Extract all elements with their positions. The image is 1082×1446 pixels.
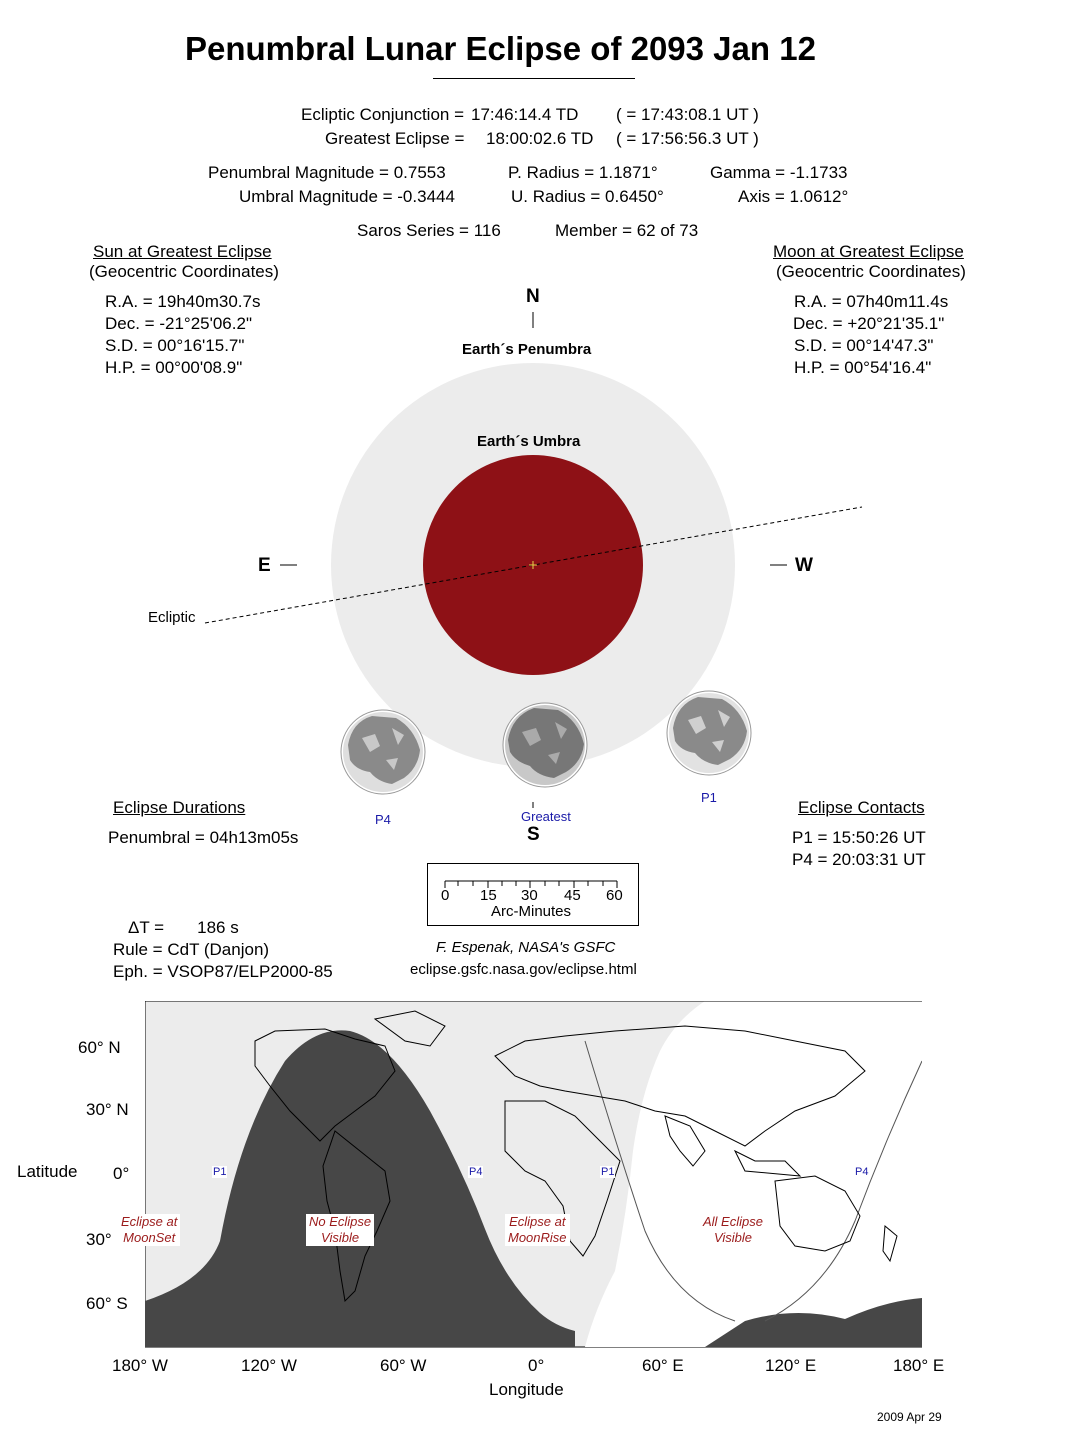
delta-t: ΔT = 186 s (128, 918, 239, 937)
lat-title: Latitude (17, 1162, 78, 1181)
date-stamp: 2009 Apr 29 (877, 1410, 942, 1424)
sun-dec: Dec. = -21°25'06.2" (105, 314, 252, 333)
moon-dec: Dec. = +20°21'35.1" (793, 314, 945, 333)
lat-tick-30s: 30° (86, 1230, 112, 1249)
lon-tick-0: 0° (528, 1356, 545, 1375)
umbra-label: Earth´s Umbra (477, 433, 581, 450)
greatest-td: 18:00:02.6 TD (486, 129, 594, 148)
conj-ut: ( = 17:43:08.1 UT ) (616, 105, 759, 124)
lat-tick-30n: 30° N (86, 1100, 129, 1119)
south-label: S (527, 824, 540, 845)
moon-p4-label: P4 (375, 812, 391, 827)
contact-p4: P4 = 20:03:31 UT (792, 850, 926, 869)
moon-p1-icon (667, 691, 751, 775)
scale-tick-30: 30 (521, 887, 538, 904)
lon-title: Longitude (489, 1380, 564, 1399)
penumbral-magnitude: Penumbral Magnitude = 0.7553 (208, 163, 446, 182)
lon-tick-60w: 60° W (380, 1356, 427, 1375)
axis: Axis = 1.0612° (738, 187, 849, 206)
scale-label: Arc-Minutes (491, 903, 572, 920)
umbral-magnitude: Umbral Magnitude = -0.3444 (239, 187, 455, 206)
moon-sd: S.D. = 00°14'47.3" (794, 336, 934, 355)
moon-greatest-label: Greatest (521, 809, 571, 824)
moon-p1-label: P1 (701, 790, 717, 805)
region-no-eclipse: No Eclipse Visible (306, 1214, 374, 1246)
scale-tick-45: 45 (564, 887, 581, 904)
durations-heading: Eclipse Durations (113, 798, 246, 817)
page-title: Penumbral Lunar Eclipse of 2093 Jan 12 (185, 30, 816, 67)
saros-member: Member = 62 of 73 (555, 221, 699, 240)
region-all-visible: All Eclipse Visible (703, 1214, 763, 1245)
eclipse-diagram (0, 280, 1082, 840)
conj-td: 17:46:14.4 TD (471, 105, 579, 124)
scale-tick-60: 60 (606, 887, 623, 904)
lon-tick-120w: 120° W (241, 1356, 297, 1375)
moon-greatest-icon (503, 703, 587, 787)
moon-heading: Moon at Greatest Eclipse (773, 242, 964, 261)
lon-tick-180e: 180° E (893, 1356, 945, 1375)
scale-tick-15: 15 (480, 887, 497, 904)
world-map (145, 1001, 922, 1348)
contact-p1: P1 = 15:50:26 UT (792, 828, 926, 847)
region-moonrise: Eclipse at MoonRise (505, 1214, 570, 1246)
sun-subheading: (Geocentric Coordinates) (89, 262, 279, 281)
sun-heading: Sun at Greatest Eclipse (93, 242, 272, 261)
lon-tick-120e: 120° E (765, 1356, 817, 1375)
greatest-ut: ( = 17:56:56.3 UT ) (616, 129, 759, 148)
north-label: N (526, 286, 540, 307)
rule: Rule = CdT (Danjon) (113, 940, 270, 959)
sun-hp: H.P. = 00°00'08.9" (105, 358, 243, 377)
p4-east-marker: P4 (855, 1166, 869, 1178)
conj-label: Ecliptic Conjunction = (301, 105, 465, 124)
gamma: Gamma = -1.1733 (710, 163, 848, 182)
credit-author: F. Espenak, NASA's GSFC (436, 939, 616, 956)
moon-hp: H.P. = 00°54'16.4" (794, 358, 932, 377)
p-radius: P. Radius = 1.1871° (508, 163, 658, 182)
saros-series: Saros Series = 116 (357, 221, 501, 240)
title-underline (433, 78, 635, 79)
p1-west-marker: P1 (213, 1166, 227, 1178)
lat-tick-0: 0° (113, 1164, 130, 1183)
ephemeris: Eph. = VSOP87/ELP2000-85 (113, 962, 333, 981)
p4-west-marker: P4 (469, 1166, 483, 1178)
scale-box (427, 863, 639, 926)
penumbral-duration: Penumbral = 04h13m05s (108, 828, 299, 847)
moon-ra: R.A. = 07h40m11.4s (794, 292, 949, 311)
moon-p4-icon (341, 710, 425, 794)
east-label: E (258, 555, 271, 576)
sun-sd: S.D. = 00°16'15.7" (105, 336, 245, 355)
moon-subheading: (Geocentric Coordinates) (776, 262, 966, 281)
greatest-label: Greatest Eclipse = (325, 129, 465, 148)
ecliptic-label: Ecliptic (148, 609, 196, 626)
west-label: W (795, 555, 813, 576)
p1-east-marker: P1 (601, 1166, 615, 1178)
region-moonset: Eclipse at MoonSet (118, 1214, 180, 1246)
lat-tick-60s: 60° S (86, 1294, 128, 1313)
u-radius: U. Radius = 0.6450° (511, 187, 664, 206)
sun-ra: R.A. = 19h40m30.7s (105, 292, 261, 311)
credit-url: eclipse.gsfc.nasa.gov/eclipse.html (410, 961, 637, 978)
lon-tick-180w: 180° W (112, 1356, 168, 1375)
contacts-heading: Eclipse Contacts (798, 798, 925, 817)
scale-tick-0: 0 (441, 887, 450, 904)
lat-tick-60n: 60° N (78, 1038, 121, 1057)
penumbra-label: Earth´s Penumbra (462, 341, 592, 358)
lon-tick-60e: 60° E (642, 1356, 684, 1375)
